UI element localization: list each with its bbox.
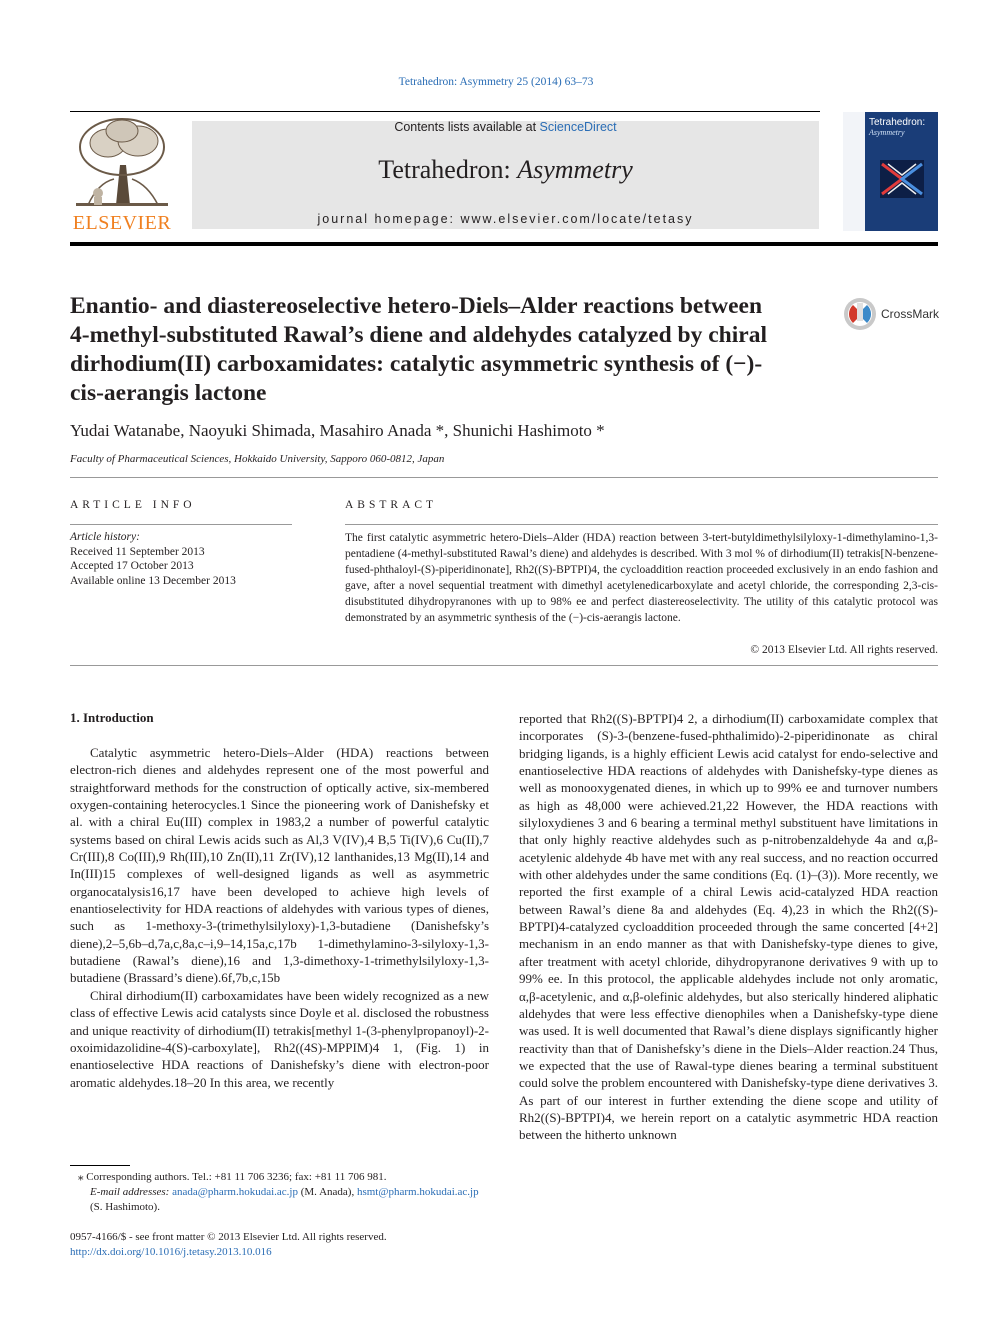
- abstract-rule: [345, 524, 938, 525]
- abstract-text: The first catalytic asymmetric hetero-Diels–Alder (HDA) reaction between 3-tert-butyldimethylsilyloxy-1-dimethylamino-1,3-pentadiene (4-methyl-substituted Rawal’s diene) and aldehydes is described. With 3 mol % of dirhodium(II) tetrakis[N-benzene-fused-phthaloyl-(S)-piperidinonate], Rh2((S)-BPTPI)4, the cycloaddition reaction proceeded exclusively in an endo fashion and gave, after a novel sequential treatment with dimethyl acetylenedicarboxylate and acetyl chloride, the corresponding 2,3-cis-disubstituted dihydropyranones with up to 98% ee and perfect diastereoselectivity. The utility of this catalytic protocol was demonstrated by an asymmetric synthesis of the (−)-cis-aerangis lactone.: [345, 532, 938, 624]
- history-label: Article history:: [70, 531, 140, 543]
- authors-rule: [70, 477, 938, 478]
- crossmark-badge[interactable]: [843, 297, 943, 333]
- issn-line: 0957-4166/$ - see front matter © 2013 Elsevier Ltd. All rights reserved.: [70, 1231, 387, 1243]
- cover-strip: [843, 112, 865, 231]
- body-column-right: [519, 710, 938, 1144]
- accepted-date: Accepted 17 October 2013: [70, 560, 194, 572]
- doi-link[interactable]: http://dx.doi.org/10.1016/j.tetasy.2013.10.016: [70, 1246, 272, 1258]
- affiliation: Faculty of Pharmaceutical Sciences, Hokkaido University, Sapporo 060-0812, Japan: [70, 453, 445, 465]
- journal-homepage[interactable]: journal homepage: www.elsevier.com/locate/tetasy: [317, 212, 694, 226]
- corresponding-note: ⁎ Corresponding authors. Tel.: +81 11 706 3236; fax: +81 11 706 981.: [78, 1171, 387, 1183]
- article-info-rule: [70, 524, 292, 525]
- article-history: [70, 530, 290, 588]
- journal-title-main: Tetrahedron:: [378, 155, 518, 184]
- elsevier-tree-icon: [68, 113, 176, 211]
- section-heading-introduction: 1. Introduction: [70, 710, 154, 725]
- cover-graphic-icon: [880, 160, 924, 198]
- body-column-left: [70, 744, 489, 1091]
- paragraph-1: Catalytic asymmetric hetero-Diels–Alder (HDA) reactions between electron-rich dienes and aldehydes represent one of the most powerful and straightforward methods for the construction of optically active, six-membered oxygen-containing heterocycles.1 Since the pioneering work of Danishefsky et al. with a chiral Eu(III) complex in 1983,2 a number of powerful catalytic systems based on chiral Lewis acids such as Al,3 V(IV),4 B,5 Ti(IV),6 Cu(II),7 Cr(III),8 Co(III),9 Rh(III),10 Zn(II),11 Zr(IV),12 lanthanides,13 Mg(II),14 and In(III)15 complexes of well-designed ligands as well as asymmetric organocatalysis16,17 have been developed to achieve high levels of enantioselectivity for HDA reactions of aldehydes with various types of dienes, such as 1-methoxy-3-(trimethylsilyloxy)-1,3-butadiene (Danishefsky’s diene),2–5,6b–d,7a,c,8a,c–i,9–14,15a,c,17b 1-dimethylamino-3-silyloxy-1,3-butadiene (Rawal’s diene),16 and 1,3-dimethoxy-1-trimethylsilyloxy-1,3-butadiene (Brassard’s diene).6f,7b,c,15b: [70, 745, 489, 986]
- sciencedirect-link[interactable]: ScienceDirect: [539, 120, 617, 134]
- front-matter: [70, 1230, 387, 1260]
- journal-title: [192, 155, 819, 185]
- header-thick-rule: [70, 242, 938, 246]
- email-anada-link[interactable]: anada@pharm.hokudai.ac.jp: [172, 1186, 298, 1198]
- email-hashimoto-name: (S. Hashimoto).: [90, 1201, 160, 1213]
- author-list[interactable]: Yudai Watanabe, Naoyuki Shimada, Masahiro Anada *, Shunichi Hashimoto *: [70, 421, 605, 440]
- received-date: Received 11 September 2013: [70, 545, 205, 558]
- journal-title-italic: Asymmetry: [517, 155, 633, 184]
- contents-prefix: Contents lists available at: [394, 120, 540, 134]
- footnote: [70, 1170, 489, 1215]
- footnote-rule: [70, 1165, 130, 1166]
- contents-line: [192, 120, 819, 134]
- email-anada-name: (M. Anada),: [297, 1186, 357, 1198]
- abstract-bottom-rule: [70, 665, 938, 666]
- abstract-copyright: © 2013 Elsevier Ltd. All rights reserved.: [750, 644, 938, 656]
- online-date: Available online 13 December 2013: [70, 574, 236, 587]
- elsevier-wordmark: ELSEVIER: [72, 212, 172, 234]
- email-hashimoto-link[interactable]: hsmt@pharm.hokudai.ac.jp: [356, 1186, 479, 1198]
- paragraph-2: Chiral dirhodium(II) carboxamidates have been widely recognized as a new class of effective Lewis acid catalysts since Doyle et al. disclosed the robustness and unique reactivity of dirhodium(II) tetrakis[methyl 1-(3-phenylpropanoyl)-2-oxoimidazolidine-4(S)-carboxylate], Rh2((4S)-MPPIM)4 1, (Fig. 1) in enantioselective HDA reactions of Danishefsky’s diene with electron-poor aromatic aldehydes.18–20 In this area, we recently: [70, 987, 489, 1090]
- article-info-heading: ARTICLE INFO: [70, 499, 196, 511]
- abstract-heading: ABSTRACT: [345, 499, 438, 511]
- article-title: Enantio- and diastereoselective hetero-Diels–Alder reactions between 4-methyl-substituted Rawal’s diene and aldehydes catalyzed by chiral dirhodium(II) carboxamidates: catalytic asymmetric synthesis of (−)-cis-aerangis lactone: [70, 293, 767, 406]
- email-label: E-mail addresses:: [90, 1186, 173, 1198]
- journal-cover[interactable]: [843, 112, 938, 231]
- cover-subtitle: Asymmetry: [869, 128, 905, 137]
- journal-citation[interactable]: Tetrahedron: Asymmetry 25 (2014) 63–73: [398, 76, 594, 88]
- paragraph-3: reported that Rh2((S)-BPTPI)4 2, a dirhodium(II) carboxamidate complex that incorporates (S)-3-(benzene-fused-phthalimido)-2-piperidinonate as chiral bridging ligands, is a highly efficient Lewis acid catalyst for endo-selective and enantioselective HDA reactions of aldehydes with Danishefsky-type dienes as well as monooxygenated dienes, in which up to 99% ee and turnover numbers as high as 48,000 were achieved.21,22 However, the HDA reactions with silyloxydienes 3 and 6 bearing a terminal methyl substituent have limitations in that only highly reactive aldehydes such as p-nitrobenzaldehyde 4a and α,β-acetylenic aldehyde 4b have met with any real success, and no reaction occurred with other aldehydes under the same conditions (Eq. (1)–(3)). More recently, we reported the first example of a chiral Lewis acid-catalyzed HDA reaction between Rawal’s diene 8a and aldehydes (Eq. 4),23 in which the Rh2((S)-BPTPI)4-catalyzed cycloaddition proceeded through the same concerted [4+2] mechanism in an endo manner as that with Danishefsky-type dienes to give, after treatment with acetyl chloride, dihydropyranone derivatives 9 with up to 99% ee. In this protocol, the applicable aldehydes include not only aromatic, α,β-acetylenic, and α,β-olefinic aldehydes, but also sterically hindered aliphatic aldehydes that were less effective dienophiles when a Danishefsky-type diene was used. It is well documented that Rawal’s diene displays significantly higher reactivity than that of Danishefsky’s diene in the Diels–Alder reaction.24 Thus, we expected that the use of Rawal-type dienes bearing a terminal substituent could solve the problem encountered with Danishefsky-type diene derivatives 3. As part of our interest in further extending the diene scope and utility of Rh2((S)-BPTPI)4, we herein report on a catalytic asymmetric HDA reaction between the hitherto unknown: [519, 711, 938, 1143]
- elsevier-logo[interactable]: [68, 113, 176, 233]
- crossmark-label: CrossMark: [881, 307, 940, 321]
- crossmark-icon: [843, 297, 877, 331]
- cover-title: Tetrahedron:: [869, 117, 926, 128]
- header-rule: [70, 111, 820, 112]
